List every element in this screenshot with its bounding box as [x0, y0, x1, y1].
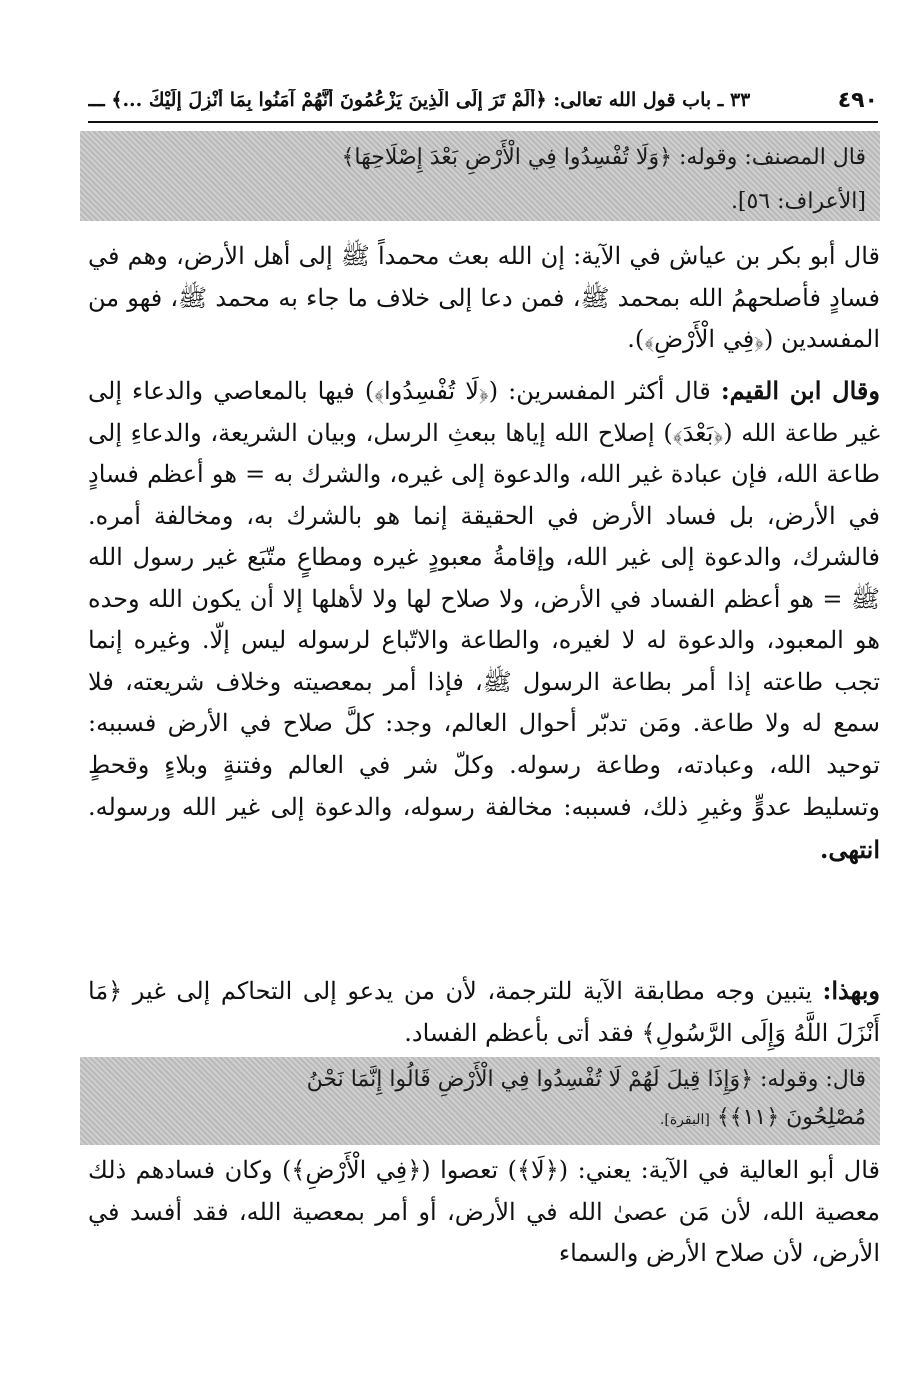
matn-text: قال المصنف: وقوله: ﴿وَلَا تُفْسِدُوا فِي الْأَرْضِ بَعْدَ إِصْلَاحِهَا﴾	[341, 145, 866, 170]
paragraph-text	[88, 970, 880, 1054]
paragraph	[88, 1150, 880, 1275]
paragraph	[88, 236, 880, 361]
page-number: ٤٩٠	[837, 87, 878, 113]
paragraph	[88, 370, 880, 871]
paragraph-text	[88, 370, 880, 871]
paragraph	[88, 970, 880, 1054]
paragraph-text: قال أبو بكر بن عياش في الآية: إن الله بعث محمداً ﷺ إلى أهل الأرض، وهم في فسادٍ فأصلحهمُ الله بمحمد ﷺ، فمن دعا إلى خلاف ما جاء به محمد ﷺ، فهو من المفسدين (﴿فِي الْأَرْضِ﴾).	[88, 242, 880, 353]
header-rule	[88, 121, 878, 123]
matn-text: قال: وقوله: ﴿وَإِذَا قِيلَ لَهُمْ لَا تُفْسِدُوا فِي الْأَرْضِ قَالُوا إِنَّمَا نَحْنُ	[306, 1067, 866, 1092]
paragraph-lead: وقال ابن القيم:	[720, 376, 880, 405]
paragraph-text: قال أبو العالية في الآية: يعني: (﴿لَا﴾) تعصوا (﴿فِي الْأَرْضِ﴾) وكان فسادهم ذلك معصية الله، لأن مَن عصىٰ الله في الأرض، أو أمر بمعصية الله، فقد أفسد في الأرض، لأن صلاح الأرض والسماء	[88, 1156, 880, 1267]
matn-box-2	[80, 1057, 880, 1145]
paragraph-body: قال أكثر المفسرين: (﴿لَا تُفْسِدُوا﴾) فيها بالمعاصي والدعاء إلى غير طاعة الله (﴿بَعْدَ﴾) إصلاح الله إياها ببعثِ الرسل، وبيان الشريعة، والدعاءِ إلى طاعة الله، فإن عبادة غير الله، والدعوة إلى غيره، والشرك به = هو أعظم فسادٍ في الأرض، بل فساد الأرض في الحقيقة إنما هو بالشرك به، ومخالفة أمره. فالشرك، والدعوة إلى غير الله، وإقامةُ معبودٍ غيره ومطاعٍ متّبَع غير رسول الله ﷺ = هو أعظم الفساد في الأرض، ولا صلاح لها ولا لأهلها إلا أن يكون الله وحده هو المعبود، والدعوة له لا لغيره، والطاعة والاتّباع لرسوله ليس إلّا. وغيره إنما تجب طاعته إذا أمر بطاعة الرسول ﷺ، فإذا أمر بمعصيته وخلاف شريعته، فلا سمع له ولا طاعة. ومَن تدبّر أحوال العالم، وجد: كلَّ صلاح في الأرض فسببه: توحيد الله، وعبادته، وطاعة رسوله. وكلّ شر في العالم وفتنةٍ وبلاءٍ وقحطٍ وتسليط عدوٍّ وغيرِ ذلك، فسببه: مخالفة رسوله، والدعوة إلى غير الله ورسوله.	[88, 377, 880, 821]
paragraph-lead: وبهذا:	[822, 976, 880, 1005]
paragraph-end: انتهى.	[819, 834, 880, 864]
matn-reference: [الأعراف: ٥٦].	[730, 189, 866, 214]
chapter-title: ٣٣ ـ باب قول الله تعالى: ﴿أَلَمْ تَرَ إِلَى الَّذِينَ يَزْعُمُونَ أَنَّهُمْ آمَنُوا بِمَا أُنْزِلَ إِلَيْكَ ...﴾ ـــ	[88, 89, 751, 111]
matn-text-continued: مُصْلِحُونَ ﴿١١﴾﴾ [البقرة].	[659, 1105, 866, 1130]
matn-box-1	[80, 131, 880, 221]
running-header	[88, 78, 878, 122]
matn-reference: [البقرة].	[659, 1112, 710, 1128]
paragraph-body: يتبين وجه مطابقة الآية للترجمة، لأن من يدعو إلى التحاكم إلى غير ﴿مَا أَنْزَلَ اللَّهُ وَإِلَى الرَّسُولِ﴾ فقد أتى بأعظم الفساد.	[88, 977, 880, 1047]
